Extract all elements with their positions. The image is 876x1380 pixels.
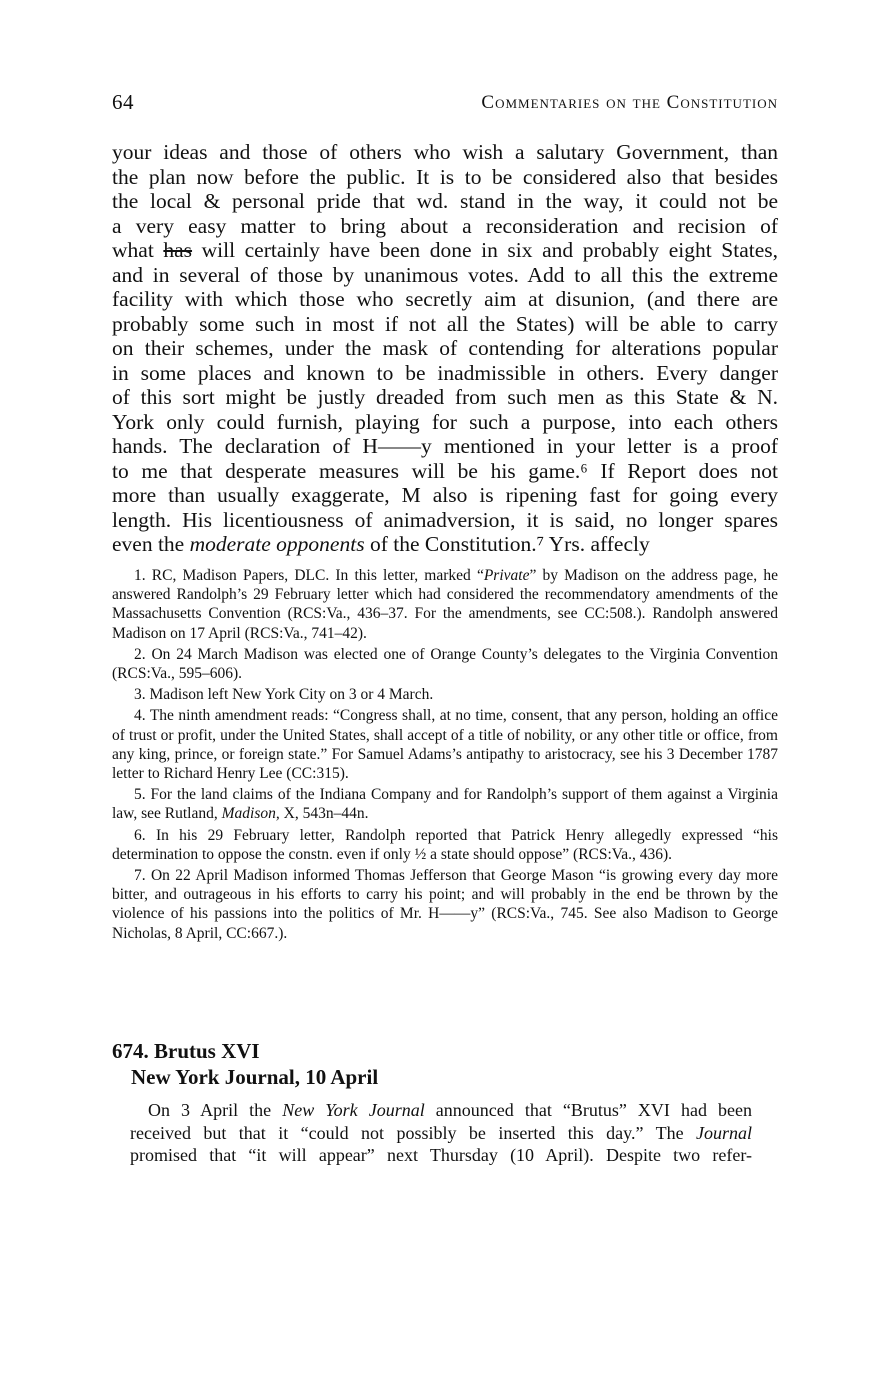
- text-line: your ideas and those of others who wish a salutary Government, than: [112, 140, 778, 164]
- text-line: in some places and known to be inadmissible in others. Every danger: [112, 360, 778, 385]
- italic-phrase: New York Journal: [282, 1100, 425, 1120]
- text-line: the plan now before the public. It is to be considered also that besides: [112, 164, 778, 189]
- struck-word: has: [163, 238, 193, 262]
- footnotes-section: [112, 566, 778, 945]
- document-number-title: 674. Brutus XVI: [112, 1039, 260, 1063]
- footnote: 6. In his 29 February letter, Randolph reported that Patrick Henry allegedly expressed “his determination to oppose the constn. even if only ½ a state should oppose” (RCS:Va., 436).: [112, 826, 778, 863]
- text-line: on their schemes, under the mask of contending for alterations popular: [112, 336, 778, 360]
- italic-phrase: Madison,: [221, 805, 280, 823]
- footnote: 4. The ninth amendment reads: “Congress shall, at no time, consent, that any person, holding an office of trust or profit, under the United States, shall accept of a title of nobility, or any other title or office, from any king, prince, or foreign state.” For Samuel Adams’s antipathy to aristocracy, see his 3 December 1787 letter to Richard Henry Lee (CC:315).: [112, 707, 778, 783]
- italic-phrase: Journal: [696, 1122, 752, 1143]
- text-line: length. His licentiousness of animadversion, it is said, no longer spares: [112, 507, 778, 532]
- running-head: Commentaries on the Constitution: [481, 92, 778, 113]
- text-line: York only could furnish, playing for such a purpose, into each others: [112, 409, 778, 434]
- headnote-text: [130, 1099, 752, 1167]
- footnote: 3. Madison left New York City on 3 or 4 March.: [134, 686, 434, 704]
- text-line: a very easy matter to bring about a reconsideration and recision of: [112, 213, 778, 238]
- text-line: On 3 April the New York Journal announced that “Brutus” XVI had been: [148, 1100, 753, 1120]
- text-line: what has will certainly have been done in six and probably eight States,: [112, 238, 778, 262]
- document-heading: [112, 1038, 378, 1090]
- italic-phrase: moderate opponents: [189, 532, 365, 556]
- text-line: and in several of those by unanimous votes. Add to all this the extreme: [112, 262, 778, 287]
- page-number: 64: [112, 90, 134, 114]
- footnote: 5. For the land claims of the Indiana Company and for Randolph’s support of them against a Virginia law, see Rutland, Madison, X, 543n–44n.: [112, 786, 778, 823]
- text-line: facility with which those who secretly aim at disunion, (and there are: [112, 287, 778, 311]
- text-line: to me that desperate measures will be his game.⁶ If Report does not: [112, 458, 778, 483]
- footnote: 2. On 24 March Madison was elected one of Orange County’s delegates to the Virginia Convention (RCS:Va., 595–606).: [112, 645, 778, 683]
- text-line: promised that “it will appear” next Thursday (10 April). Despite two refer-: [130, 1145, 752, 1165]
- text-line: the local & personal pride that wd. stand in the way, it could not be: [112, 189, 778, 213]
- letter-body-text: [112, 140, 778, 557]
- text-line: more than usually exaggerate, M also is ripening fast for going every: [112, 483, 778, 507]
- text-line: hands. The declaration of H——y mentioned in your letter is a proof: [112, 434, 778, 458]
- footnote: 1. RC, Madison Papers, DLC. In this letter, marked “Private” by Madison on the address page, he answered Randolph’s 29 February letter which had considered the recommendatory amendments of the Massachusetts Convention (RCS:Va., 436–37. For the amendments, see CC:508.). Randolph answered Madison on 17 April (RCS:Va., 741–42).: [112, 567, 778, 642]
- text-line: of this sort might be justly dreaded from such men as this State & N.: [112, 385, 778, 409]
- document-source-line: New York Journal, 10 April: [131, 1065, 379, 1089]
- italic-phrase: Private: [483, 567, 530, 584]
- text-line: probably some such in most if not all the States) will be able to carry: [112, 311, 778, 336]
- footnote: 7. On 22 April Madison informed Thomas Jefferson that George Mason “is growing every day more bitter, and outrageous in his efforts to carry his point; and will probably in the end be thrown by the violence of his passions into the politics of Mr. H——y” (RCS:Va., 745. See also Madison to George Nicholas, 8 April, CC:667.).: [112, 867, 778, 942]
- text-line: received but that it “could not possibly be inserted this day.” The Journal: [130, 1122, 752, 1143]
- text-line: even the moderate opponents of the Constitution.⁷ Yrs. affecly: [112, 532, 650, 556]
